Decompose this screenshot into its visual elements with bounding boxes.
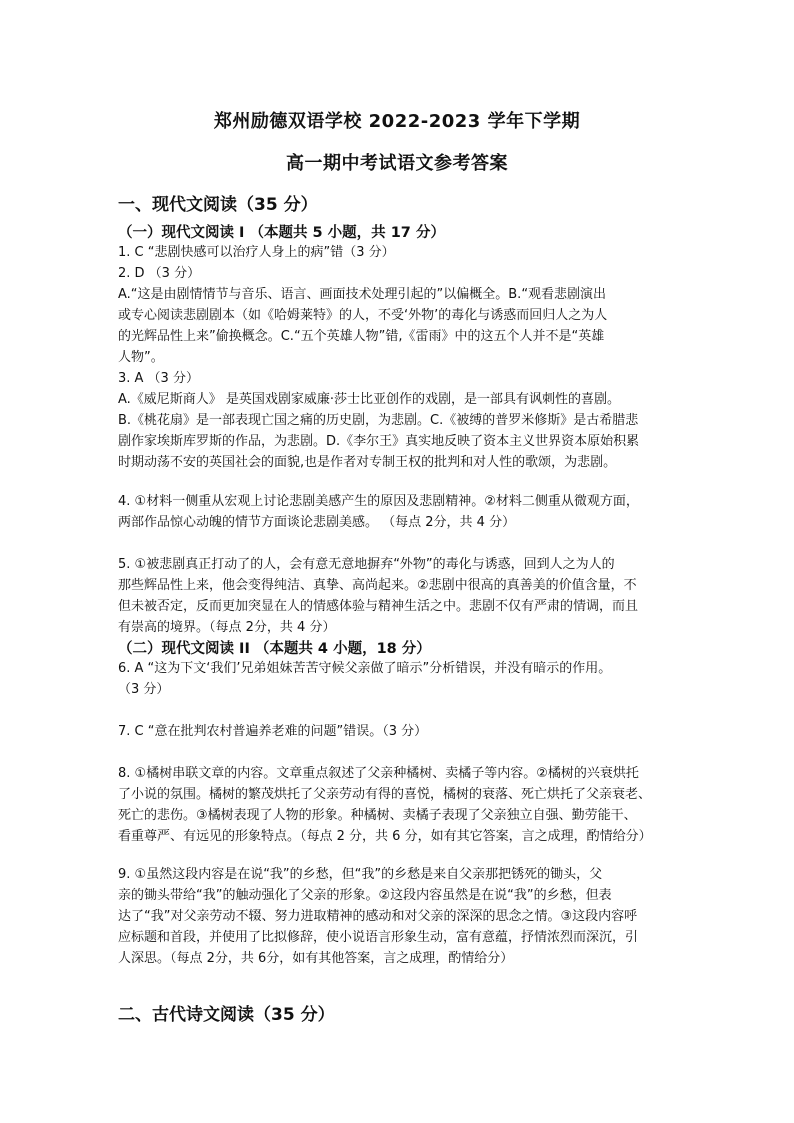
answer-q9: 9. ①虽然这段内容是在说“我”的乡愁，但“我”的乡愁是来自父亲那把锈死的锄头，父 亲的锄头带给“我”的触动强化了父亲的形象。②这段内容虽然是在说“我”的乡愁，但表 达了“我”对父亲劳动不辍、努力进取精神的感动和对父亲的深深的思念之情。③这段内容呼 应标题和首段，并使用了比拟修辞，使小说语言形象生动，富有意蕴，抒情浓烈而深沉，引 人深思。（每点 2分，共 6分，如有其他答案，言之成理，酌情给分） — [118, 867, 639, 966]
part-heading-reading-2: （二）现代文阅读 II （本题共 4 小题，18 分） — [118, 641, 431, 657]
section-heading-classical-reading: 二、古代诗文阅读（35 分） — [118, 1005, 335, 1025]
answer-q6: 6. A “这为下文‘我们’兄弟姐妹苦苦守候父亲做了暗示”分析错误，并没有暗示的作用。 （3 分） — [118, 661, 612, 697]
answer-q2: 2. D （3 分） A.“这是由剧情情节与音乐、语言、画面技术处理引起的”以偏概全。B.“观看悲剧演出 或专心阅读悲剧剧本（如《哈姆莱特》的人，不受‘外物’的毒化与诱惑而回归人之为人 的光辉品性上来”偷换概念。C.“五个英雄人物”错,《雷雨》中的这五个人并不是“英雄 人物”。 — [118, 266, 608, 365]
page-subtitle: 高一期中考试语文参考答案 — [286, 153, 508, 174]
page-title: 郑州励德双语学校 2022-2023 学年下学期 — [213, 111, 581, 132]
answer-q7: 7. C “意在批判农村普遍养老难的问题”错误。（3 分） — [118, 724, 428, 739]
answer-q1: 1. C “悲剧快感可以治疗人身上的病”错（3 分） — [118, 245, 395, 260]
answer-q4: 4. ①材料一侧重从宏观上讨论悲剧美感产生的原因及悲剧精神。②材料二侧重从微观方面， 两部作品惊心动魄的情节方面谈论悲剧美感。 （每点 2分，共 4 分） — [118, 494, 639, 530]
section-heading-modern-reading: 一、现代文阅读（35 分） — [118, 195, 318, 215]
part-heading-reading-1: （一）现代文阅读 I （本题共 5 小题，共 17 分） — [118, 225, 445, 241]
answer-q3: 3. A （3 分） A.《威尼斯商人》 是英国戏剧家威廉·莎士比亚创作的戏剧，是一部具有讽刺性的喜剧。 B.《桃花扇》是一部表现亡国之痛的历史剧，为悲剧。C.《被缚的普罗米修斯》是古希腊悲 剧作家埃斯库罗斯的作品，为悲剧。D.《李尔王》真实地反映了资本主义世界资本原始积累 时期动荡不安的英国社会的面貌,也是作者对专制王权的批判和对人性的歌颂，为悲剧。 — [118, 371, 640, 470]
answer-q8: 8. ①橘树串联文章的内容。文章重点叙述了父亲种橘树、卖橘子等内容。②橘树的兴衰烘托 了小说的氛围。橘树的繁茂烘托了父亲劳动有得的喜悦，橘树的衰落、死亡烘托了父亲衰老、 死亡的悲伤。③橘树表现了人物的形象。种橘树、卖橘子表现了父亲独立自强、勤劳能干、 看重尊严、有远见的形象特点。（每点 2 分，共 6 分，如有其它答案，言之成理，酌情给分） — [118, 766, 652, 844]
answer-q5: 5. ①被悲剧真正打动了的人，会有意无意地摒弃“外物”的毒化与诱惑，回到人之为人的 那些辉品性上来，他会变得纯洁、真挚、高尚起来。②悲剧中很高的真善美的价值含量，不 但未被否定，反而更加突显在人的情感体验与精神生活之中。悲剧不仅有严肃的情调，而且 有崇高的境界。（每点 2分，共 4 分） — [118, 557, 639, 635]
